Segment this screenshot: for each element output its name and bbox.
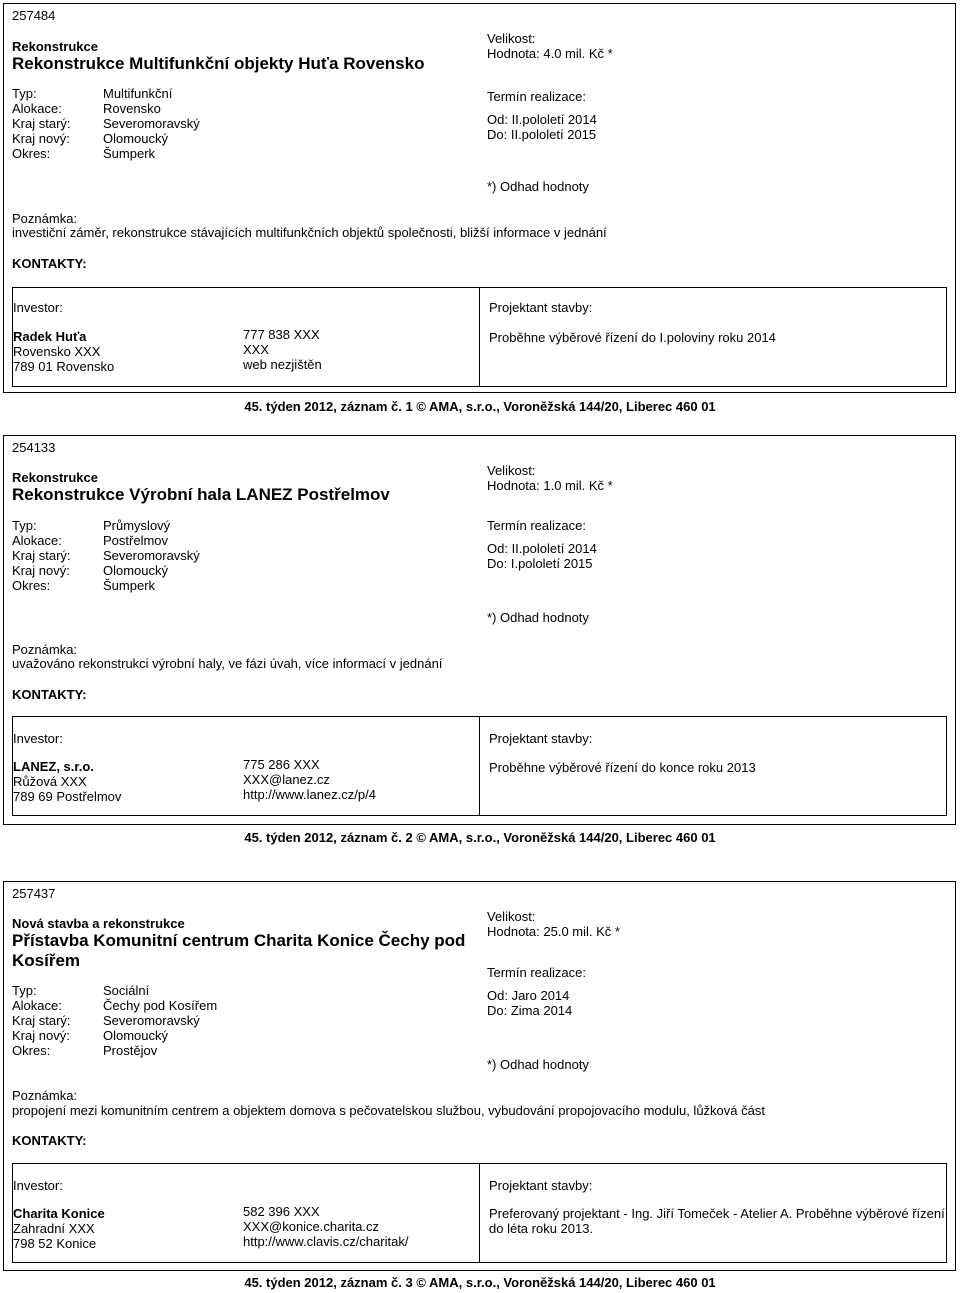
investor-address: Rovensko XXX (13, 344, 101, 359)
investor-city: 789 01 Rovensko (13, 359, 115, 374)
velikost-label: Velikost: (487, 909, 536, 924)
projektant-text: Preferovaný projektant - Ing. Jiří Tomeček - Atelier A. Proběhne výběrové řízení do léta roku 2013. (489, 1206, 945, 1236)
value-alokace: Postřelmov (103, 533, 169, 548)
velikost-block (487, 909, 620, 939)
poznamka-text: investiční záměr, rekonstrukce stávajících multifunkčních objektů společnosti, bližší informace v jednání (12, 225, 607, 240)
label-okres: Okres: (12, 578, 51, 593)
kontakty-label: KONTAKTY: (12, 687, 87, 702)
termin-do: Do: Zima 2014 (487, 1003, 573, 1018)
label-okres: Okres: (12, 1043, 51, 1058)
investor-label: Investor: (13, 731, 63, 746)
value-kraj-stary: Severomoravský (103, 116, 200, 131)
hodnota: Hodnota: 25.0 mil. Kč * (487, 924, 620, 939)
investor-name: LANEZ, s.r.o. (13, 759, 94, 774)
label-kraj-stary: Kraj starý: (12, 116, 71, 131)
poznamka-text: propojení mezi komunitním centrem a objektem domova s pečovatelskou službou, vybudování propojovacího modulu, lůžková část (12, 1103, 765, 1118)
record-title: Rekonstrukce Multifunkční objekty Huťa Rovensko (12, 54, 425, 73)
record-3 (3, 881, 956, 1271)
record-kind: Rekonstrukce (12, 470, 98, 485)
termin-label: Termín realizace: (487, 518, 586, 533)
hodnota: Hodnota: 4.0 mil. Kč * (487, 46, 613, 61)
investor-block (13, 1206, 105, 1251)
value-okres: Šumperk (103, 146, 156, 161)
value-column (103, 86, 200, 161)
odhad-note: *) Odhad hodnoty (487, 610, 589, 625)
value-kraj-stary: Severomoravský (103, 1013, 200, 1028)
contact-divider (479, 1164, 480, 1262)
value-column (103, 518, 200, 593)
record-footer: 45. týden 2012, záznam č. 1 © AMA, s.r.o., Voroněžská 144/20, Liberec 460 01 (244, 399, 716, 414)
poznamka-label: Poznámka: (12, 211, 78, 226)
contact-email: XXX@konice.charita.cz (243, 1219, 380, 1234)
projektant-text: Proběhne výběrové řízení do konce roku 2013 (489, 760, 756, 775)
contact-phone: 777 838 XXX (243, 327, 320, 342)
contact-phone: 775 286 XXX (243, 757, 320, 772)
contact-details (243, 1204, 408, 1249)
investor-name: Radek Huťa (13, 329, 87, 344)
termin-block (487, 518, 597, 571)
investor-address: Růžová XXX (13, 774, 87, 789)
contact-phone: 582 396 XXX (243, 1204, 320, 1219)
record-id: 257484 (12, 8, 56, 23)
label-alokace: Alokace: (12, 101, 62, 116)
label-typ: Typ: (12, 983, 37, 998)
value-typ: Sociální (103, 983, 150, 998)
label-column (12, 86, 71, 161)
termin-block (487, 89, 597, 142)
termin-do: Do: I.pololetí 2015 (487, 556, 593, 571)
projektant-label: Projektant stavby: (489, 1178, 593, 1193)
value-typ: Průmyslový (103, 518, 171, 533)
termin-label: Termín realizace: (487, 965, 586, 980)
odhad-note: *) Odhad hodnoty (487, 179, 589, 194)
label-kraj-stary: Kraj starý: (12, 548, 71, 563)
label-column (12, 983, 71, 1058)
value-okres: Prostějov (103, 1043, 158, 1058)
hodnota: Hodnota: 1.0 mil. Kč * (487, 478, 613, 493)
investor-block (13, 329, 114, 374)
investor-city: 798 52 Konice (13, 1236, 97, 1251)
contact-details (243, 757, 376, 802)
label-alokace: Alokace: (12, 533, 62, 548)
label-kraj-novy: Kraj nový: (12, 563, 70, 578)
projektant-label: Projektant stavby: (489, 731, 593, 746)
termin-od: Od: II.pololetí 2014 (487, 112, 597, 127)
value-typ: Multifunkční (103, 86, 173, 101)
odhad-note: *) Odhad hodnoty (487, 1057, 589, 1072)
label-kraj-novy: Kraj nový: (12, 1028, 70, 1043)
record-kind: Rekonstrukce (12, 39, 98, 54)
record-id: 257437 (12, 886, 56, 901)
label-column (12, 518, 71, 593)
value-kraj-novy: Olomoucký (103, 131, 169, 146)
velikost-label: Velikost: (487, 463, 536, 478)
value-alokace: Čechy pod Kosířem (103, 998, 218, 1013)
label-kraj-novy: Kraj nový: (12, 131, 70, 146)
contact-email: XXX (243, 342, 270, 357)
termin-od: Od: II.pololetí 2014 (487, 541, 597, 556)
contact-web: web nezjištěn (243, 357, 322, 372)
record-id: 254133 (12, 440, 56, 455)
projektant-text: Proběhne výběrové řízení do I.poloviny roku 2014 (489, 330, 776, 345)
value-kraj-stary: Severomoravský (103, 548, 200, 563)
investor-address: Zahradní XXX (13, 1221, 95, 1236)
poznamka-label: Poznámka: (12, 1088, 78, 1103)
termin-block (487, 965, 586, 1018)
termin-label: Termín realizace: (487, 89, 586, 104)
velikost-block (487, 463, 613, 493)
velikost-block (487, 31, 613, 61)
record-footer: 45. týden 2012, záznam č. 2 © AMA, s.r.o., Voroněžská 144/20, Liberec 460 01 (244, 830, 716, 845)
investor-name: Charita Konice (13, 1206, 105, 1221)
poznamka-text: uvažováno rekonstrukci výrobní haly, ve fázi úvah, více informací v jednání (12, 656, 443, 671)
termin-do: Do: II.pololetí 2015 (487, 127, 597, 142)
poznamka-label: Poznámka: (12, 642, 78, 657)
investor-label: Investor: (13, 1178, 63, 1193)
investor-label: Investor: (13, 300, 63, 315)
label-typ: Typ: (12, 518, 37, 533)
projektant-label: Projektant stavby: (489, 300, 593, 315)
record-title: Rekonstrukce Výrobní hala LANEZ Postřelmov (12, 485, 390, 504)
record-title: Přístavba Komunitní centrum Charita Konice Čechy pod Kosířem (12, 931, 466, 970)
record-kind: Nová stavba a rekonstrukce (12, 916, 185, 931)
velikost-label: Velikost: (487, 31, 536, 46)
contact-web: http://www.lanez.cz/p/4 (243, 787, 376, 802)
value-kraj-novy: Olomoucký (103, 563, 169, 578)
contact-details (243, 327, 322, 372)
kontakty-label: KONTAKTY: (12, 1133, 87, 1148)
label-kraj-stary: Kraj starý: (12, 1013, 71, 1028)
label-okres: Okres: (12, 146, 51, 161)
label-typ: Typ: (12, 86, 37, 101)
record-footer: 45. týden 2012, záznam č. 3 © AMA, s.r.o., Voroněžská 144/20, Liberec 460 01 (244, 1275, 716, 1290)
value-okres: Šumperk (103, 578, 156, 593)
contact-box (12, 1163, 947, 1263)
contact-box (12, 287, 947, 387)
termin-od: Od: Jaro 2014 (487, 988, 570, 1003)
kontakty-label: KONTAKTY: (12, 256, 87, 271)
contact-email: XXX@lanez.cz (243, 772, 330, 787)
investor-city: 789 69 Postřelmov (13, 789, 122, 804)
contact-web: http://www.clavis.cz/charitak/ (243, 1234, 409, 1249)
contact-divider (479, 288, 480, 386)
investor-block (13, 759, 121, 804)
value-alokace: Rovensko (103, 101, 161, 116)
record-2 (3, 435, 956, 825)
value-kraj-novy: Olomoucký (103, 1028, 169, 1043)
label-alokace: Alokace: (12, 998, 62, 1013)
value-column (103, 983, 217, 1058)
contact-divider (479, 717, 480, 815)
contact-box (12, 716, 947, 816)
record-1 (3, 3, 956, 393)
